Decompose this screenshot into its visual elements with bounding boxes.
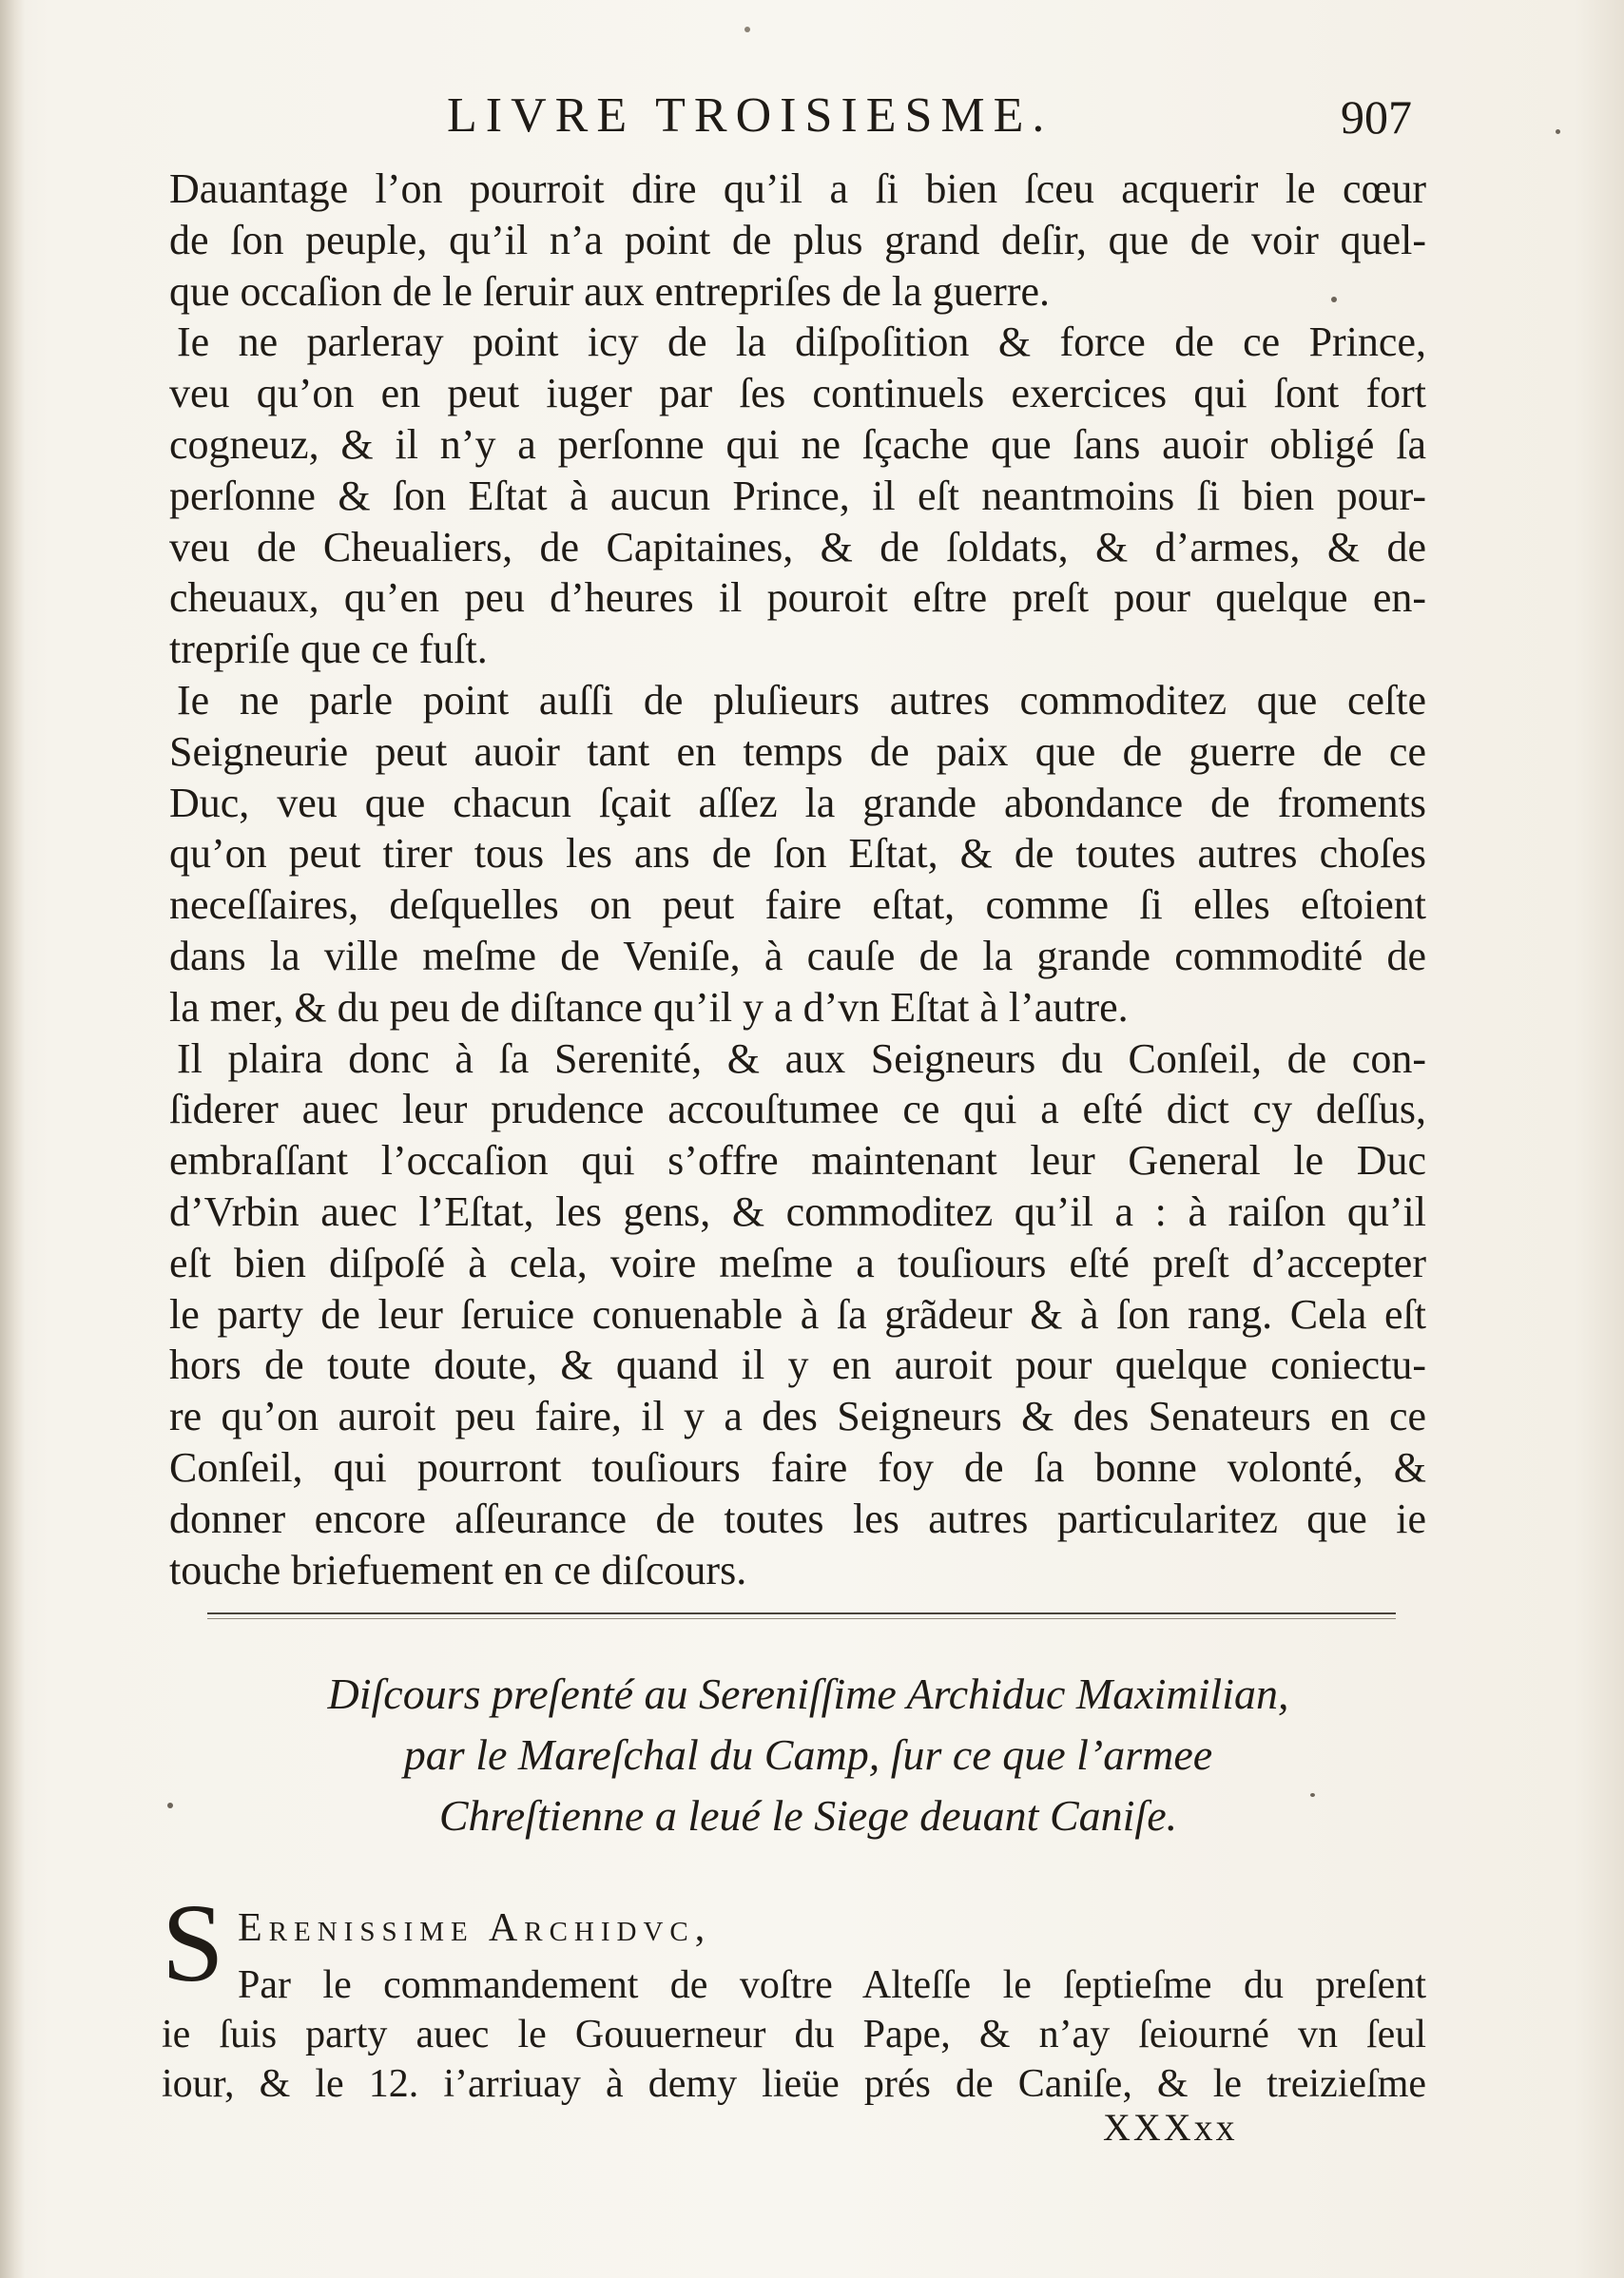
lower-text-block xyxy=(162,2010,1426,2109)
text-line: que occaſion de le ſeruir aux entrepriſes de la guerre. xyxy=(169,267,1050,315)
text-line: Ie ne parleray point icy de la diſpoſition & force de ce Prince, xyxy=(177,319,1426,366)
text-line: cogneuz, & il n’y a perſonne qui ne ſçache que ſans auoir obligé ſa xyxy=(169,420,1426,468)
text-line: ſiderer auec leur prudence accouſtumee ce qui a eſté dict cy deſſus, xyxy=(169,1086,1426,1133)
text-line: ie ſuis party auec le Gouuerneur du Pape, & n’ay ſeiourné vn ſeul xyxy=(162,2013,1426,2056)
ink-speck xyxy=(1310,1793,1315,1797)
ink-speck xyxy=(167,1803,173,1808)
lower-first-line xyxy=(238,1960,1426,2010)
text-line: Seigneurie peut auoir tant en temps de paix que de guerre de ce xyxy=(169,727,1426,775)
title-line: Chreſtienne a leué le Siege deuant Caniſe. xyxy=(438,1791,1178,1840)
text-line: hors de toute doute, & quand il y en auroit pour quelque coniectu- xyxy=(169,1342,1426,1389)
gutter-shadow xyxy=(0,0,25,2278)
title-line: Diſcours preſenté au Sereniſſime Archiduc Maximilian, xyxy=(327,1670,1289,1718)
text-line: perſonne & ſon Eſtat à aucun Prince, il eſt neantmoins ſi bien pour- xyxy=(169,472,1426,519)
salutation: Erenissime Archidvc, xyxy=(238,1906,712,1950)
ink-speck xyxy=(1331,297,1337,302)
text-line: de ſon peuple, qu’il n’a point de plus grand deſir, que de voir quel- xyxy=(169,216,1426,263)
section-title xyxy=(143,1664,1474,1846)
title-line: par le Mareſchal du Camp, ſur ce que l’armee xyxy=(403,1730,1213,1779)
drop-capital: S xyxy=(162,1881,224,2005)
upper-text-block xyxy=(169,164,1426,1595)
text-line: touche briefuement en ce diſcours. xyxy=(169,1546,747,1593)
text-line: iour, & le 12. i’arriuay à demy lieüe prés de Caniſe, & le treizieſme xyxy=(162,2062,1426,2106)
text-line: qu’on peut tirer tous les ans de ſon Eſtat, & de toutes autres choſes xyxy=(169,830,1426,878)
ink-speck xyxy=(744,27,750,32)
text-line: dans la ville meſme de Veniſe, à cauſe de la grande commodité de xyxy=(169,932,1426,979)
text-line: veu qu’on en peut iuger par ſes continuels exercices qui ſont fort xyxy=(169,370,1426,417)
catchword: XXXxx xyxy=(1103,2106,1238,2149)
text-line: Dauantage l’on pourroit dire qu’il a ſi bien ſceu acquerir le cœur xyxy=(169,165,1426,212)
text-line: Par le commandement de voſtre Alteſſe le ſeptieſme du preſent xyxy=(238,1963,1426,2007)
running-head: LIVRE TROISIESME. xyxy=(447,88,1054,143)
section-divider xyxy=(207,1612,1396,1614)
text-line: re qu’on auroit peu faire, il y a des Seigneurs & des Senateurs en ce xyxy=(169,1393,1426,1440)
text-line: veu de Cheualiers, de Capitaines, & de ſoldats, & d’armes, & de xyxy=(169,523,1426,570)
text-line: Duc, veu que chacun ſçait aſſez la grande abondance de froments xyxy=(169,779,1426,826)
text-line: embraſſant l’occaſion qui s’offre maintenant leur General le Duc xyxy=(169,1137,1426,1185)
text-line: cheuaux, qu’en peu d’heures il pouroit eſtre preſt pour quelque en- xyxy=(169,574,1426,622)
text-line: la mer, & du peu de diſtance qu’il y a d’vn Eſtat à l’autre. xyxy=(169,983,1129,1031)
text-line: trepriſe que ce fuſt. xyxy=(169,626,488,673)
page-number: 907 xyxy=(1341,90,1412,144)
text-line: neceſſaires, deſquelles on peut faire eſtat, comme ſi elles eſtoient xyxy=(169,881,1426,929)
section-divider-thin xyxy=(207,1618,1396,1619)
text-line: eſt bien diſpoſé à cela, voire meſme a touſiours eſté preſt d’accepter xyxy=(169,1239,1426,1286)
text-line: le party de leur ſeruice conuenable à ſa grãdeur & à ſon rang. Cela eſt xyxy=(169,1290,1426,1338)
ink-speck xyxy=(1556,129,1560,134)
text-line: Il plaira donc à ſa Serenité, & aux Seigneurs du Conſeil, de con- xyxy=(177,1034,1426,1082)
text-line: Conſeil, qui pourront touſiours faire foy de ſa bonne volonté, & xyxy=(169,1443,1426,1491)
text-line: d’Vrbin auec l’Eſtat, les gens, & commoditez qu’il a : à raiſon qu’il xyxy=(169,1187,1426,1235)
page-header xyxy=(0,87,1624,154)
text-line: Ie ne parle point auſſi de pluſieurs autres commoditez que ceſte xyxy=(177,676,1426,724)
text-line: donner encore aſſeurance de toutes les autres particularitez que ie xyxy=(169,1495,1426,1542)
